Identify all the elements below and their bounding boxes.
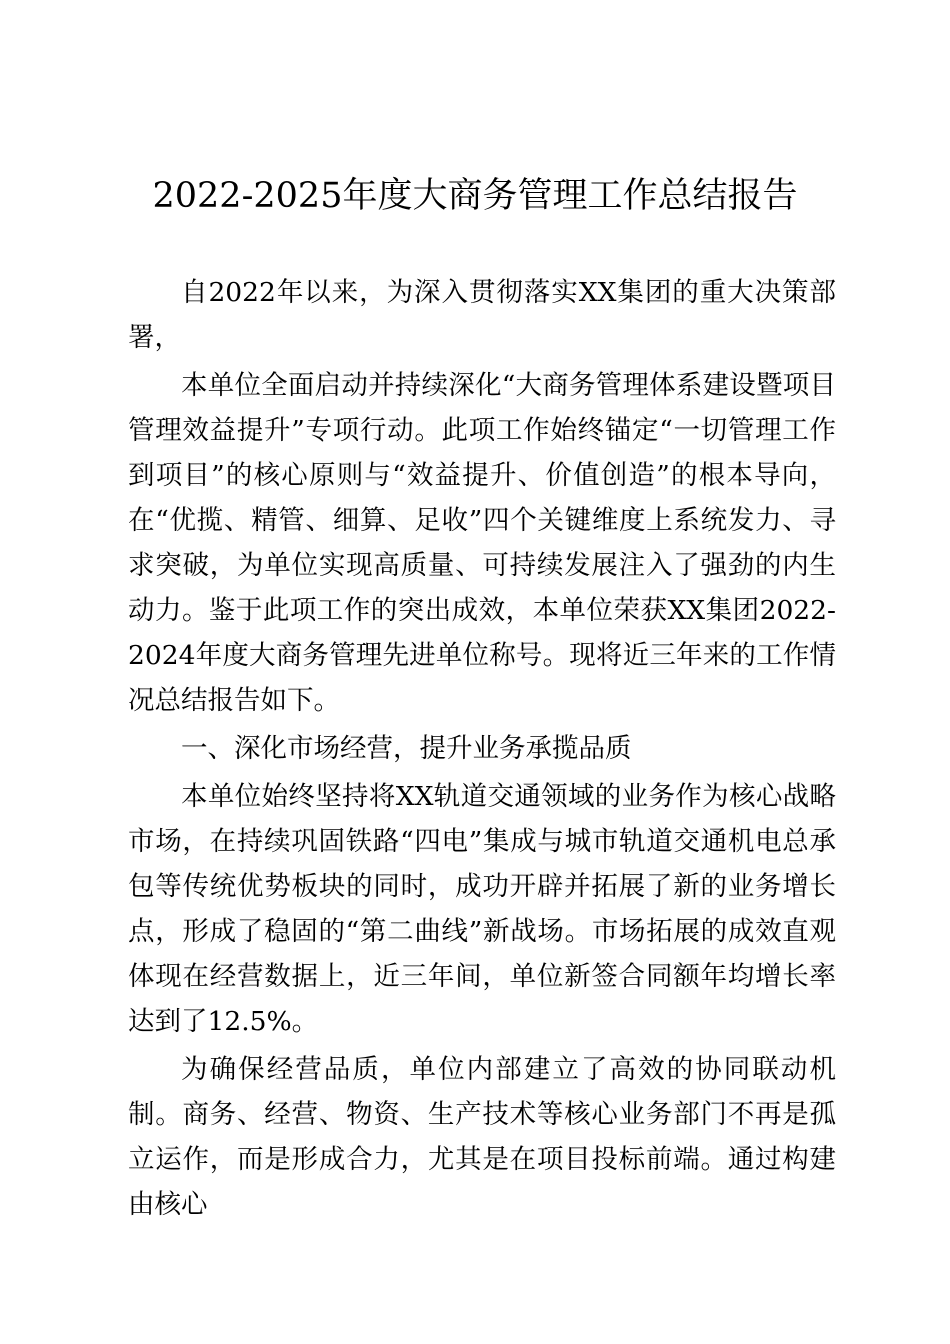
document-body xyxy=(128,270,836,1227)
intro-paragraph-1: 自2022年以来，为深入贯彻落实XX集团的重大决策部署， xyxy=(128,277,836,353)
section-1-heading: 一、深化市场经营，提升业务承揽品质 xyxy=(181,733,632,764)
intro-paragraph-2: 本单位全面启动并持续深化“大商务管理体系建设暨项目管理效益提升”专项行动。此项工作始终锚定“一切管理工作到项目”的核心原则与“效益提升、价值创造”的根本导向，在“优揽、精管、细算、足收”四个关键维度上系统发力、寻求突破，为单位实现高质量、可持续发展注入了强劲的内生动力。鉴于此项工作的突出成效，本单位荣获XX集团2022-2024年度大商务管理先进单位称号。现将近三年来的工作情况总结报告如下。 xyxy=(128,370,836,716)
section-1-paragraph-2: 为确保经营品质，单位内部建立了高效的协同联动机制。商务、经营、物资、生产技术等核心业务部门不再是孤立运作，而是形成合力，尤其是在项目投标前端。通过构建由核心 xyxy=(128,1054,836,1220)
document-title: 2022-2025年度大商务管理工作总结报告 xyxy=(152,176,798,216)
section-1-paragraph-1: 本单位始终坚持将XX轨道交通领域的业务作为核心战略市场，在持续巩固铁路“四电”集成与城市轨道交通机电总承包等传统优势板块的同时，成功开辟并拓展了新的业务增长点，形成了稳固的“第二曲线”新战场。市场拓展的成效直观体现在经营数据上，近三年间，单位新签合同额年均增长率达到了12.5%。 xyxy=(128,781,836,1037)
